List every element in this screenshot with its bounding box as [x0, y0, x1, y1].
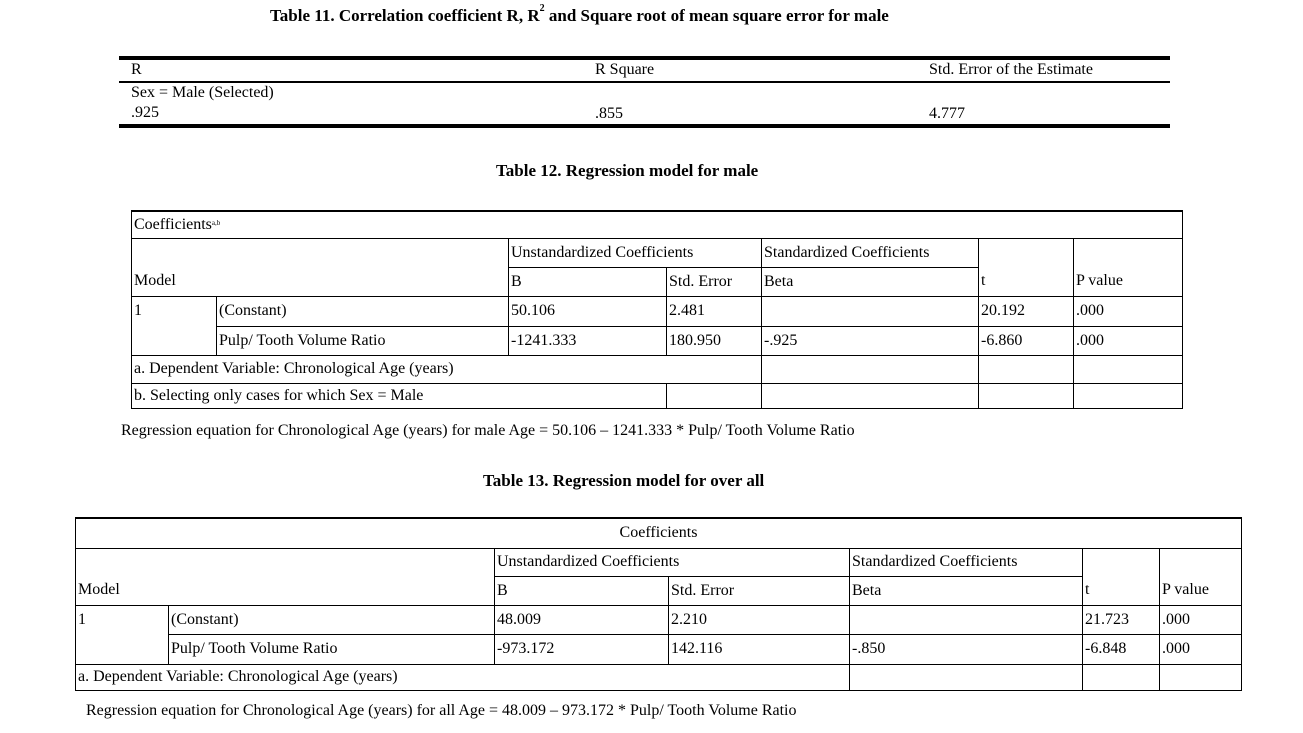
table11-value-std-error: 4.777	[929, 105, 965, 122]
table11-header-rule	[119, 81, 1170, 83]
table12-row1-t: 20.192	[979, 296, 1074, 326]
table13-header-std: Standardized Coefficients	[850, 548, 1083, 576]
table12-row2-model	[132, 326, 217, 355]
table13-row1-p: .000	[1160, 605, 1242, 634]
table11-header-r: R	[131, 61, 142, 78]
table12-header-std: Standardized Coefficients	[762, 238, 979, 267]
table12-row1-name: (Constant)	[217, 296, 509, 326]
table13-row2-p: .000	[1160, 634, 1242, 664]
table13-row2-name: Pulp/ Tooth Volume Ratio	[169, 634, 495, 664]
table13-header-p: P value	[1160, 576, 1242, 605]
table12-row2-se: 180.950	[667, 326, 762, 355]
table11-value-rsquare: .855	[595, 105, 623, 122]
table13-row2-b: -973.172	[495, 634, 669, 664]
table13-row1-t: 21.723	[1083, 605, 1160, 634]
table12-row2-beta: -.925	[762, 326, 979, 355]
table12-header-se: Std. Error	[667, 267, 762, 296]
table13-header-unstd: Unstandardized Coefficients	[495, 548, 850, 576]
table13-equation: Regression equation for Chronological Age (years) for all Age = 48.009 – 973.172 * Pulp/ Tooth Volume Ratio	[86, 702, 797, 719]
table13-row1-se: 2.210	[669, 605, 850, 634]
table13-header-beta: Beta	[850, 576, 1083, 605]
table-row	[76, 634, 1242, 664]
table12-row2-name: Pulp/ Tooth Volume Ratio	[217, 326, 509, 355]
table11-group-label: Sex = Male (Selected)	[131, 84, 274, 101]
table13-row2-se: 142.116	[669, 634, 850, 664]
table12-row1-b: 50.106	[509, 296, 667, 326]
table13-row2-t: -6.848	[1083, 634, 1160, 664]
table12-row1-beta	[762, 296, 979, 326]
table11-value-r: .925	[131, 104, 159, 121]
table13-note-a: a. Dependent Variable: Chronological Age (years)	[76, 664, 850, 690]
table13-row2-beta: -.850	[850, 634, 1083, 664]
table12-row2-t: -6.860	[979, 326, 1074, 355]
table13-row2-model	[76, 634, 169, 664]
table12-header-p-blank	[1074, 238, 1183, 267]
table13-row1-model: 1	[76, 605, 169, 634]
table11-header-rsquare: R Square	[595, 61, 655, 78]
table-row	[76, 605, 1242, 634]
table13-header-model: Model	[76, 576, 495, 605]
table13-row1-name: (Constant)	[169, 605, 495, 634]
table-row	[132, 326, 1183, 355]
table12-note-a: a. Dependent Variable: Chronological Age (years)	[132, 355, 762, 383]
table12-equation: Regression equation for Chronological Age (years) for male Age = 50.106 – 1241.333 * Pulp/ Tooth Volume Ratio	[121, 422, 855, 439]
table12-row2-b: -1241.333	[509, 326, 667, 355]
table12-header-b: B	[509, 267, 667, 296]
table13-caption: Coefficients	[76, 518, 1242, 548]
table13-row1-b: 48.009	[495, 605, 669, 634]
table12-title: Table 12. Regression model for male	[496, 161, 759, 180]
table11-top-rule	[119, 56, 1170, 60]
table12-header-p: P value	[1074, 267, 1183, 296]
table11-title: Table 11. Correlation coefficient R, $R^2$ and Square root of mean square error for male	[270, 3, 889, 25]
table12-header-unstd: Unstandardized Coefficients	[509, 238, 762, 267]
table11-bottom-rule	[119, 124, 1170, 128]
table13-header-b: B	[495, 576, 669, 605]
table12-header-t: t	[979, 267, 1074, 296]
table12-header-beta: Beta	[762, 267, 979, 296]
table12-header-t-blank	[979, 238, 1074, 267]
table12-coefficients	[131, 210, 1183, 409]
table13-title: Table 13. Regression model for over all	[483, 471, 765, 490]
table12-header-model: Model	[132, 267, 509, 296]
table12-row1-se: 2.481	[667, 296, 762, 326]
table11-header-std-error: Std. Error of the Estimate	[929, 61, 1093, 78]
table12-header-blank	[132, 238, 509, 267]
table13-row1-beta	[850, 605, 1083, 634]
table-row	[132, 296, 1183, 326]
table12-row1-p: .000	[1074, 296, 1183, 326]
table12-row2-p: .000	[1074, 326, 1183, 355]
table13-header-t: t	[1083, 576, 1160, 605]
table12-note-b: b. Selecting only cases for which Sex = Male	[132, 383, 667, 408]
table13-header-se: Std. Error	[669, 576, 850, 605]
table13-coefficients	[75, 517, 1242, 691]
table12-row1-model: 1	[132, 296, 217, 326]
table12-caption: Coefficients$^{a,b}$	[132, 211, 1183, 238]
